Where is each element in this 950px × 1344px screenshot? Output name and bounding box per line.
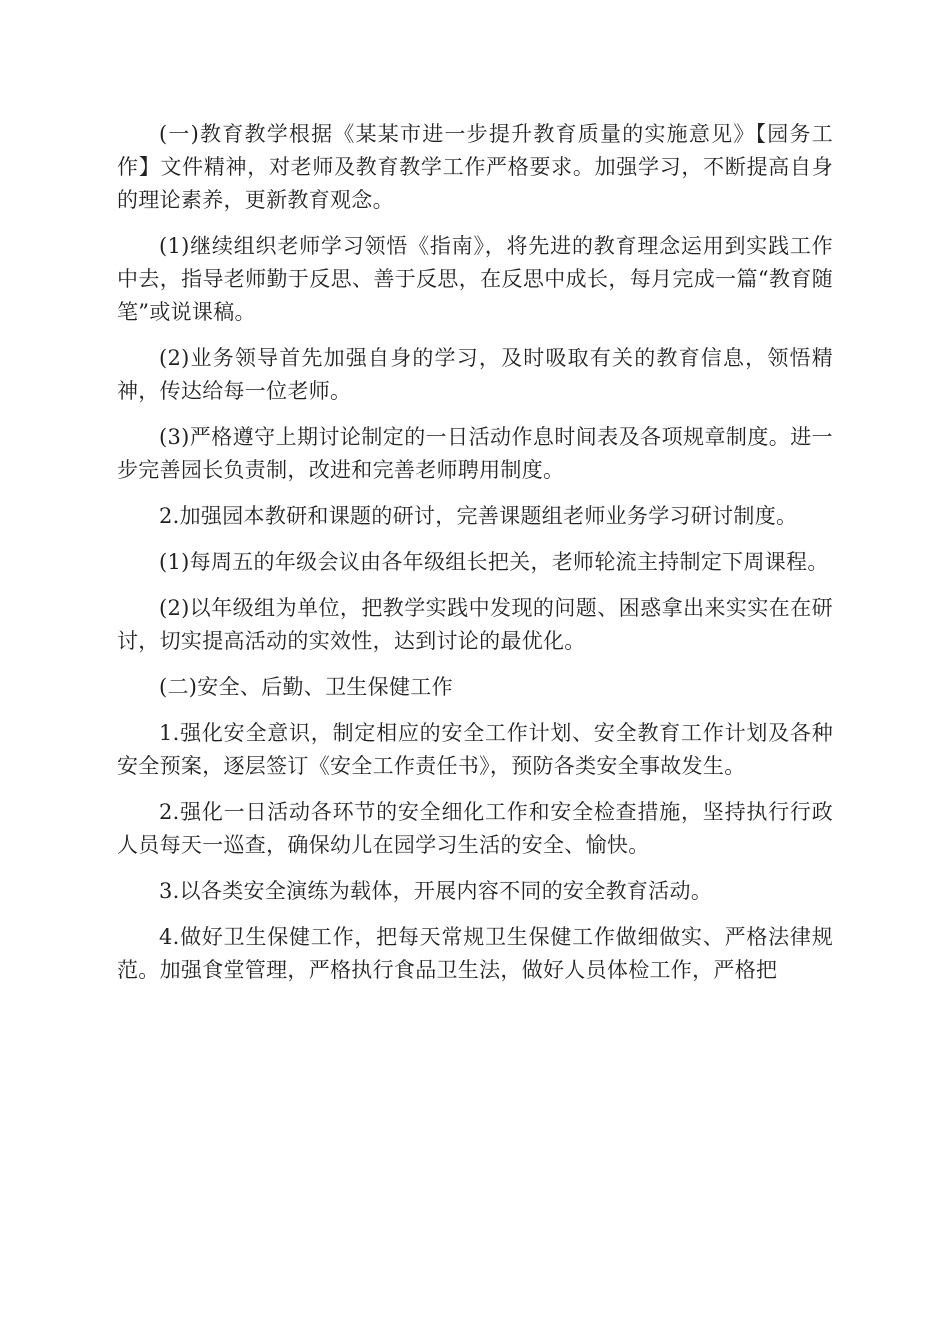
paragraph-12: 4.做好卫生保健工作，把每天常规卫生保健工作做细做实、严格法律规范。加强食堂管理，严格执行食品卫生法，做好人员体检工作，严格把 [117,925,833,982]
section-heading-2: (二)安全、后勤、卫生保健工作 [159,675,453,699]
paragraph-10: 2.强化一日活动各环节的安全细化工作和安全检查措施，坚持执行行政人员每天一巡查，确保幼儿在园学习生活的安全、愉快。 [117,800,833,857]
paragraph-1: (一)教育教学根据《某某市进一步提升教育质量的实施意见》【园务工作】文件精神，对老师及教育教学工作严格要求。加强学习，不断提高自身的理论素养，更新教育观念。 [117,122,833,212]
paragraph-7: (2)以年级组为单位，把教学实践中发现的问题、困惑拿出来实实在在研讨，切实提高活动的实效性，达到讨论的最优化。 [117,596,833,653]
paragraph-2: (1)继续组织老师学习领悟《指南》，将先进的教育理念运用到实践工作中去，指导老师勤于反思、善于反思，在反思中成长，每月完成一篇“教育随笔”或说课稿。 [117,234,833,324]
paragraph-4: (3)严格遵守上期讨论制定的一日活动作息时间表及各项规章制度。进一步完善园长负责制，改进和完善老师聘用制度。 [117,425,833,482]
paragraph-6: (1)每周五的年级会议由各年级组长把关，老师轮流主持制定下周课程。 [159,550,829,574]
paragraph-9: 1.强化安全意识，制定相应的安全工作计划、安全教育工作计划及各种安全预案，逐层签订《安全工作责任书》，预防各类安全事故发生。 [117,721,833,778]
paragraph-3: (2)业务领导首先加强自身的学习，及时吸取有关的教育信息，领悟精神，传达给每一位老师。 [117,346,833,403]
paragraph-11: 3.以各类安全演练为载体，开展内容不同的安全教育活动。 [159,879,713,903]
document-page [117,118,833,1000]
paragraph-5: 2.加强园本教研和课题的研讨，完善课题组老师业务学习研讨制度。 [159,504,798,528]
